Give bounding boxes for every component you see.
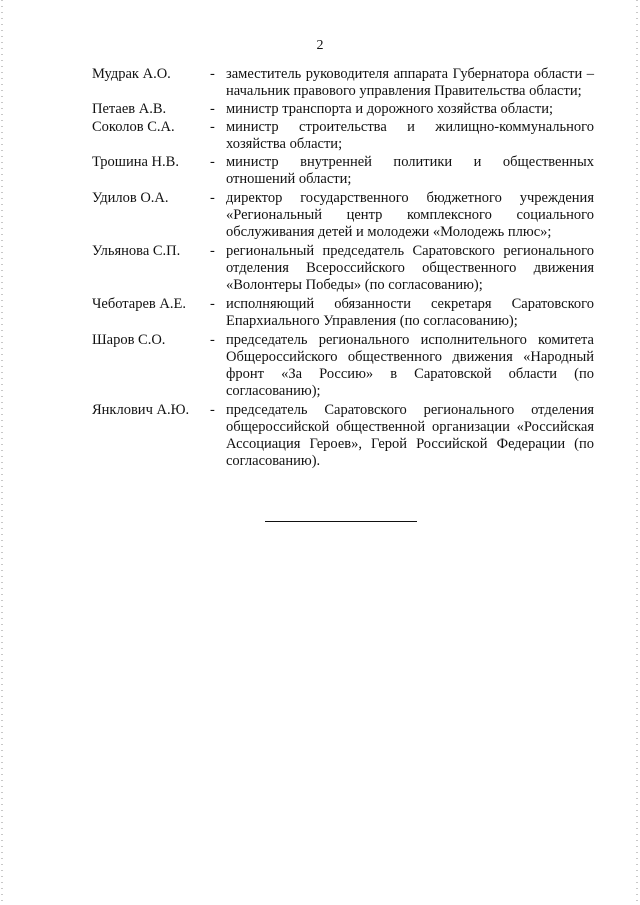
member-role: заместитель руководителя аппарата Губернатора области – начальник правового управления Правительства области; (226, 66, 594, 99)
member-name: Шаров С.О. (92, 332, 166, 348)
member-dash: - (210, 66, 215, 82)
member-name: Ульянова С.П. (92, 243, 181, 259)
member-entry (92, 402, 594, 470)
member-name: Янклович А.Ю. (92, 402, 190, 418)
closing-divider-line (265, 521, 417, 522)
member-entry (92, 190, 594, 241)
member-name: Чеботарев А.Е. (92, 296, 186, 312)
member-entry (92, 101, 594, 118)
member-name: Мудрак А.О. (92, 66, 171, 82)
member-role: министр транспорта и дорожного хозяйства области; (226, 101, 554, 117)
member-role: исполняющий обязанности секретаря Саратовского Епархиального Управления (по согласованию); (226, 296, 594, 329)
member-entry (92, 332, 594, 400)
member-role: министр строительства и жилищно-коммунального хозяйства области; (226, 119, 594, 152)
member-role: директор государственного бюджетного учреждения «Региональный центр комплексного социального обслуживания детей и молодежи «Молодежь плюс»; (226, 190, 594, 240)
member-entry (92, 119, 594, 153)
member-dash: - (210, 154, 215, 170)
member-entry (92, 296, 594, 330)
member-name: Трошина Н.В. (92, 154, 179, 170)
member-entry (92, 154, 594, 188)
page-number: 2 (316, 38, 324, 53)
member-entry (92, 66, 594, 100)
member-role: председатель регионального исполнительного комитета Общероссийского общественного движения «Народный фронт «За Россию» в Саратовской области (по согласованию); (226, 332, 594, 399)
member-dash: - (210, 402, 215, 418)
member-list (92, 66, 594, 470)
member-name: Соколов С.А. (92, 119, 175, 135)
member-role: председатель Саратовского регионального отделения общероссийской общественной организации «Российская Ассоциация Героев», Герой Российской Федерации (по согласованию). (226, 402, 594, 469)
member-dash: - (210, 296, 215, 312)
member-role: министр внутренней политики и общественных отношений области; (226, 154, 594, 187)
member-dash: - (210, 119, 215, 135)
member-name: Петаев А.В. (92, 101, 167, 117)
member-entry (92, 243, 594, 294)
member-dash: - (210, 243, 215, 259)
scan-edge-right (636, 0, 638, 905)
member-dash: - (210, 190, 215, 206)
member-name: Удилов О.А. (92, 190, 169, 206)
member-dash: - (210, 332, 215, 348)
member-dash: - (210, 101, 215, 117)
scan-edge-left (1, 0, 3, 905)
member-role: региональный председатель Саратовского регионального отделения Всероссийского общественного движения «Волонтеры Победы» (по согласованию); (226, 243, 594, 293)
